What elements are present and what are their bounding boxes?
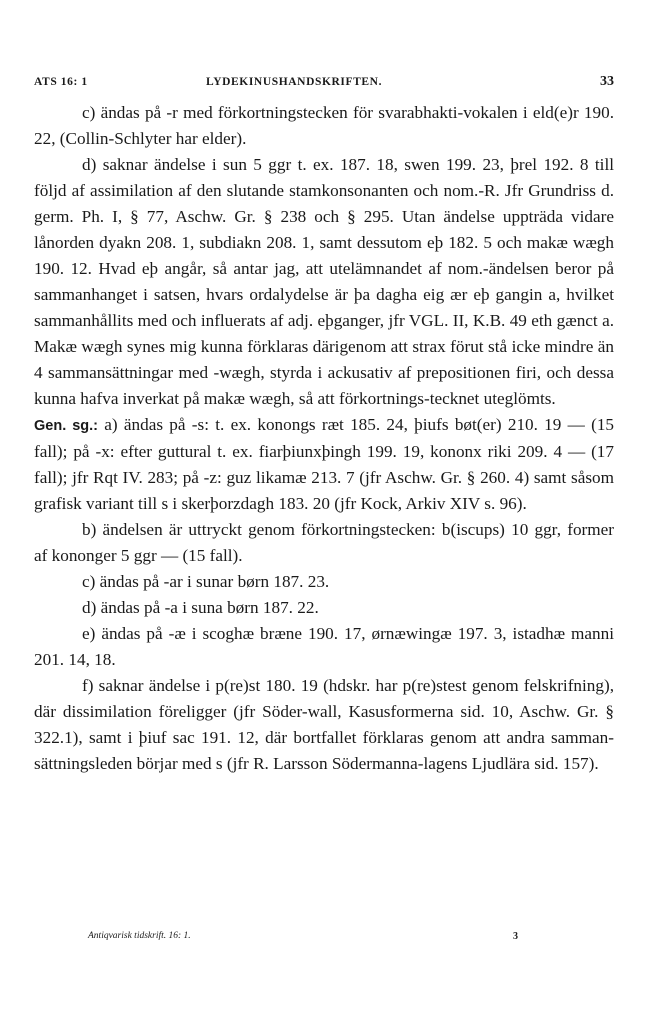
running-title: LYDEKINUSHANDSKRIFTEN. [206,76,383,88]
paragraph-c-ar: c) ändas på -ar i sunar børn 187. 23. [82,572,330,591]
signature-footer [88,931,518,947]
page-number: 33 [600,74,614,89]
section-label-gen-sg: Gen. sg.: [34,418,99,434]
body-text [34,100,614,777]
paragraph-d-no-ending: d) saknar ändelse i sun 5 ggr t. ex. 187. 18, swen 199. 23, þrel 192. 8 till följd af assimilation af den slutande stamkonsonanten och nom.-R. Jfr Grundriss d. germ. Ph. I, § 77, Aschw. Gr. § 238 och § 295. Utan ändelse uppträda vidare lånorden dyakn 208. 1, subdiakn 208. 1, samt dessutom eþ 182. 5 och makæ wægh 190. 12. Hvad eþ angår, så antar jag, att utelämnandet af nom.-ändelsen beror på sammanhanget i satsen, hvars ordalydelse är þa dagha eig ær eþ gangin a, hvilket sammanhållits med och influerats af adj. eþganger, jfr VGL. II, K.B. 49 eth gænct a. Makæ wægh synes mig kunna förklaras därigenom att strax förut stå icke mindre än 4 sammansättningar med -wægh, styrda i ackusativ af prepositionen firi, och dessa kunna hafva inverkat på makæ wægh, så att förkortnings-tecknet uteglömts. [34,155,614,408]
paragraph-b-abbreviation: b) ändelsen är uttryckt genom förkortningstecken: b(iscups) 10 ggr, former af kononger 5 ggr — (15 fall). [34,520,614,565]
paragraph-f-no-ending: f) saknar ändelse i p(re)st 180. 19 (hdskr. har p(re)stest genom felskrifning), där dissimilation föreligger (jfr Söder-wall, Kasusformerna sid. 10, Aschw. Gr. § 322.1), samt i þiuf sac 191. 12, där bortfallet förklaras genom att andra samman-sättningsleden börjar med s (jfr R. Larsson Södermanna-lagens Ljudlära sid. 157). [34,676,614,773]
paragraph-d-a: d) ändas på -a i suna børn 187. 22. [82,598,319,617]
paragraph-c-svarabhakti: c) ändas på -r med förkortningstecken för svarabhakti-vokalen i eld(e)r 190. 22, (Collin-Schlyter har elder). [34,103,614,148]
volume-label: ATS 16: 1 [34,76,88,88]
paragraph-e-ae: e) ändas på -æ i scoghæ bræne 190. 17, ørnæwingæ 197. 3, istadhæ manni 201. 14, 18. [34,624,614,669]
journal-signature: Antiqvarisk tidskrift. 16: 1. [88,931,191,941]
running-header [34,74,614,94]
paragraph-gen-sg: Gen. sg.: a) ändas på -s: t. ex. konongs ræt 185. 24, þiufs bøt(er) 210. 19 — (15 fall); på -x: efter guttural t. ex. fiarþiunxþingh 199. 19, kononx riki 209. 4 — (17 fall); jfr Rqt IV. 283; på -z: guz likamæ 213. 7 (jfr Aschw. Gr. § 260. 4) samt såsom grafisk variant till s i skerþorzdagh 183. 20 (jfr Kock, Arkiv XIV s. 96). [34,415,615,513]
sheet-number: 3 [513,931,518,942]
